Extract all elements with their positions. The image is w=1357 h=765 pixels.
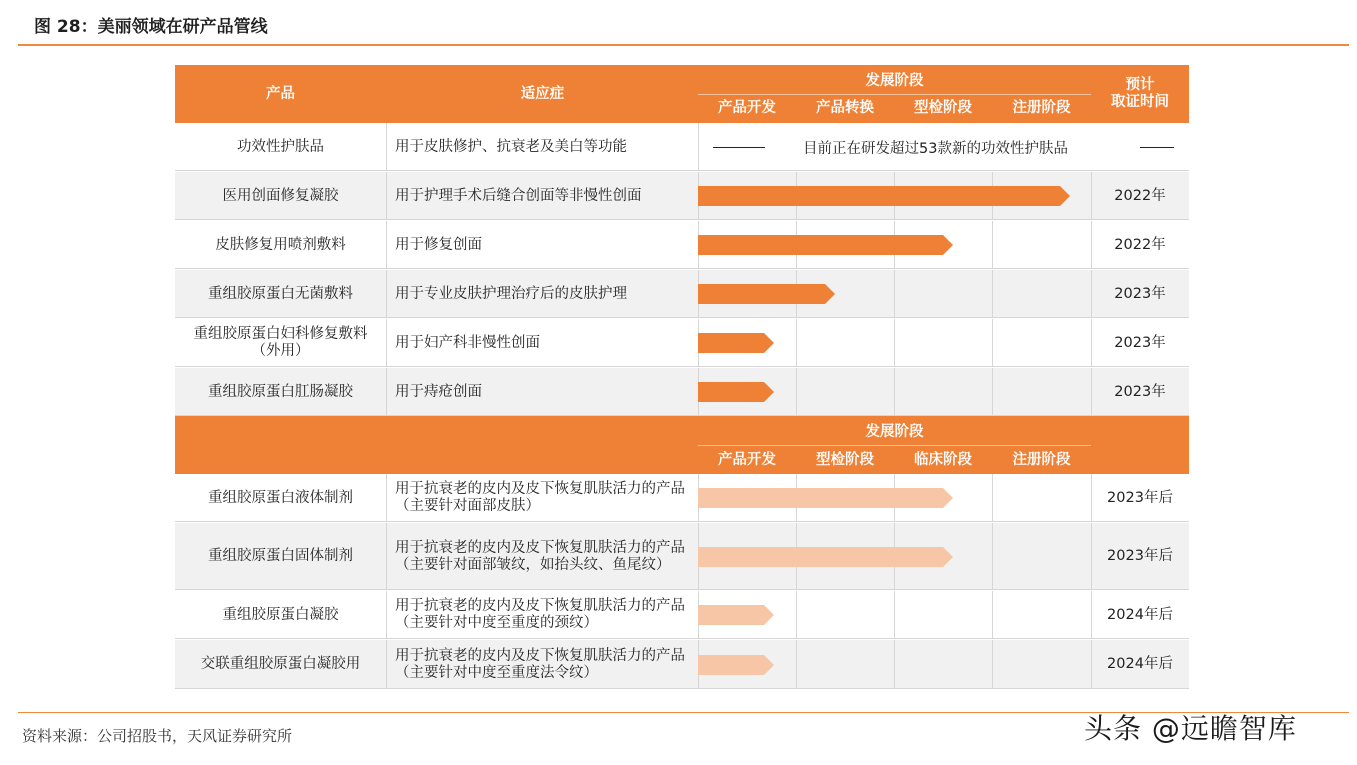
- header2-stage-group: 发展阶段: [865, 423, 924, 440]
- table-row: [175, 221, 1189, 269]
- progress-bar: [698, 284, 835, 304]
- expected-year: 2022年: [1114, 236, 1166, 253]
- pipeline-table: [175, 65, 1189, 689]
- header2-stage-2: 型检阶段: [816, 451, 874, 468]
- stage-gridline: [992, 640, 993, 689]
- indication-text: 用于抗衰老的皮内及皮下恢复肌肤活力的产品（主要针对中度至重度法令纹）: [395, 647, 685, 681]
- expected-year: 2023年: [1114, 285, 1166, 302]
- stage-note: [698, 123, 1091, 171]
- product-name: 重组胶原蛋白凝胶: [222, 606, 339, 623]
- table-row: [175, 523, 1189, 590]
- progress-bar: [698, 235, 953, 255]
- stage-gridline: [992, 474, 993, 522]
- progress-bar: [698, 488, 953, 508]
- stage-gridline: [894, 591, 895, 639]
- product-name: 重组胶原蛋白液体制剂: [208, 489, 353, 506]
- progress-bar: [698, 333, 774, 353]
- header-stage-group: 发展阶段: [865, 72, 924, 89]
- indication-text: 用于专业皮肤护理治疗后的皮肤护理: [395, 285, 627, 302]
- header-product: 产品: [266, 85, 295, 102]
- expected-year: 2023年后: [1107, 548, 1173, 564]
- expected-year: 2024年后: [1107, 606, 1173, 623]
- stage-gridline: [894, 319, 895, 367]
- indication-text: 用于皮肤修护、抗衰老及美白等功能: [395, 138, 627, 155]
- table-row: [175, 172, 1189, 220]
- stage-gridline: [796, 319, 797, 367]
- stage-gridline: [992, 270, 993, 318]
- indication-text: 用于护理手术后缝合创面等非慢性创面: [395, 187, 642, 204]
- row-divider: [175, 219, 1189, 220]
- indication-text: 用于抗衰老的皮内及皮下恢复肌肤活力的产品（主要针对面部皮肤）: [395, 481, 685, 514]
- top-rule: [18, 44, 1349, 46]
- header2-stage-4: 注册阶段: [1012, 451, 1071, 468]
- table-row: [175, 368, 1189, 416]
- header-stage-1: 产品开发: [718, 99, 776, 116]
- indication-text: 用于妇产科非慢性创面: [395, 334, 540, 351]
- row-divider: [175, 521, 1189, 522]
- expected-year: 2023年后: [1107, 489, 1173, 506]
- product-name: 重组胶原蛋白无菌敷料: [208, 285, 353, 302]
- indication-text: 用于痔疮创面: [395, 383, 482, 400]
- stage-gridline: [894, 270, 895, 318]
- product-name: 重组胶原蛋白固体制剂: [208, 548, 353, 564]
- stage-gridline: [796, 591, 797, 639]
- header-stage-4: 注册阶段: [1012, 99, 1071, 116]
- header-expected-year: [1091, 65, 1189, 123]
- stage-gridline: [992, 319, 993, 367]
- progress-bar: [698, 605, 774, 625]
- expected-year: 2024年后: [1107, 656, 1173, 672]
- header-year-line2: 取证时间: [1111, 94, 1169, 110]
- indication-text: 用于抗衰老的皮内及皮下恢复肌肤活力的产品（主要针对中度至重度的颈纹）: [395, 598, 685, 631]
- product-name: 医用创面修复凝胶: [222, 187, 339, 204]
- product-name: 交联重组胶原蛋白凝胶用: [200, 656, 361, 672]
- progress-bar: [698, 382, 774, 402]
- table-row: [175, 319, 1189, 367]
- row-divider: [175, 366, 1189, 367]
- header2-divider: [698, 445, 1091, 446]
- progress-bar: [698, 655, 774, 675]
- progress-bar: [698, 186, 1070, 206]
- header2-stage-3: 临床阶段: [914, 451, 972, 468]
- header-stage-2: 产品转换: [816, 99, 874, 116]
- product-name: 功效性护肤品: [237, 138, 324, 155]
- expected-year: 2023年: [1114, 383, 1166, 400]
- header-year-line1: 预计: [1125, 77, 1155, 93]
- product-name: 重组胶原蛋白肛肠凝胶: [208, 383, 353, 400]
- stage-gridline: [894, 640, 895, 689]
- product-name: 重组胶原蛋白妇科修复敷料（外用）: [193, 326, 368, 359]
- note-text: 目前正在研发超过53款新的功效性护肤品: [803, 140, 1068, 157]
- stage-gridline: [796, 640, 797, 689]
- header-indication: 适应症: [520, 85, 565, 102]
- expected-year: 2022年: [1114, 187, 1166, 204]
- expected-year: 2023年: [1114, 334, 1166, 351]
- stage-gridline: [992, 523, 993, 590]
- row-divider: [175, 317, 1189, 318]
- table-row: [175, 123, 1189, 171]
- table-row: [175, 591, 1189, 639]
- stage-gridline: [992, 368, 993, 416]
- stage-gridline: [796, 368, 797, 416]
- row-divider: [175, 638, 1189, 639]
- table-row: [175, 270, 1189, 318]
- stage-gridline: [992, 221, 993, 269]
- stage-gridline: [894, 368, 895, 416]
- progress-bar: [698, 547, 953, 567]
- row-divider: [175, 268, 1189, 269]
- indication-text: 用于抗衰老的皮内及皮下恢复肌肤活力的产品（主要针对面部皱纹，如抬头纹、鱼尾纹）: [395, 539, 685, 573]
- header-divider: [698, 94, 1091, 95]
- row-divider: [175, 589, 1189, 590]
- table-row: [175, 474, 1189, 522]
- row-divider: [175, 688, 1189, 689]
- product-name: 皮肤修复用喷剂敷料: [215, 236, 346, 253]
- header2-stage-1: 产品开发: [718, 451, 776, 468]
- figure-title: 图 28：美丽领域在研产品管线: [34, 17, 268, 37]
- source-note: 资料来源：公司招股书，天风证券研究所: [22, 727, 293, 745]
- row-divider: [175, 170, 1189, 171]
- dash-line: [713, 147, 765, 148]
- header-stage-3: 型检阶段: [914, 99, 972, 116]
- expected-year: [1091, 123, 1189, 171]
- watermark: 头条 @远瞻智库: [1084, 712, 1297, 745]
- stage-gridline: [992, 591, 993, 639]
- indication-text: 用于修复创面: [395, 236, 482, 253]
- table-row: [175, 640, 1189, 689]
